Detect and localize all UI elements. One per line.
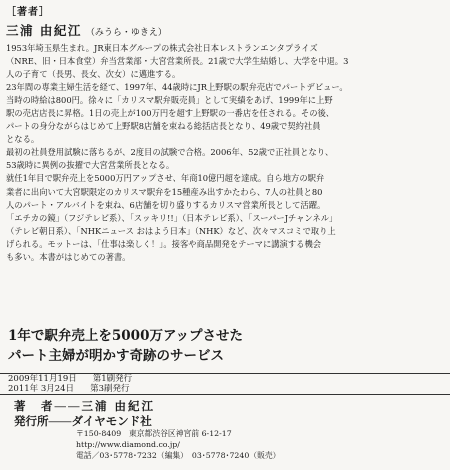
publisher-credit-label: 発行所 bbox=[14, 414, 49, 428]
bio-line: 人のパート・アルバイトを束ね、6店舗を切り盛りするカリスマ営業所長として活躍。 bbox=[6, 199, 326, 210]
publisher-phone: 電話／03･5778･7232（編集） 03･5778･7240（販売） bbox=[76, 451, 281, 461]
bio-line: （テレビ朝日系）、「NHKニュース おはよう日本」（NHK）など、次々マスコミで取り上 bbox=[6, 225, 336, 236]
bio-line: も多い。本書がはじめての著書。 bbox=[6, 251, 131, 262]
edition-print: 第3刷発行 bbox=[90, 383, 130, 394]
publisher-info bbox=[76, 428, 444, 462]
book-title-line: 1年で駅弁売上を5000万アップさせた bbox=[8, 328, 244, 344]
publisher-url: http://www.diamond.co.jp/ bbox=[76, 440, 180, 450]
bio-line: 就任1年目で駅弁売上を5000万円アップさせ、年商10億円超を達成。自ら地方の駅弁 bbox=[6, 173, 325, 184]
bio-line: 業者に出向いて大宮駅限定のカリスマ駅弁を15種産み出すかたわら、7人の社員と80 bbox=[6, 186, 323, 197]
bio-line: 「エチカの鏡」（フジテレビ系）、「スッキリ!!」（日本テレビ系）、「スーパーJチャンネル」 bbox=[6, 212, 338, 223]
publisher-credit-row bbox=[14, 413, 444, 428]
author-heading bbox=[6, 20, 167, 39]
bio-line: 最初の社員登用試験に落ちるが、2度目の試験で合格。2006年、52歳で正社員となり、 bbox=[6, 147, 334, 158]
bio-line: 1953年埼玉県生まれ。JR東日本グループの株式会社日本レストランエンタプライズ bbox=[6, 43, 318, 53]
edition-history bbox=[8, 375, 132, 394]
colophon-credits bbox=[14, 398, 444, 462]
author-biography bbox=[6, 42, 446, 264]
author-credit-row bbox=[14, 398, 444, 413]
section-label: ［著者］ bbox=[6, 7, 50, 18]
book-title bbox=[8, 326, 438, 366]
author-name: 三浦 由紀江 bbox=[6, 23, 82, 38]
bio-line: となる。 bbox=[6, 134, 40, 145]
bio-line: 当時の時給は800円。徐々に「カリスマ駅弁販売員」として実績をあげ、1999年に上野 bbox=[6, 95, 333, 106]
publisher-address: 〒150-8409 東京都渋谷区神宮前 6-12-17 bbox=[76, 429, 232, 438]
publisher-credit-dash: ―― bbox=[48, 414, 72, 428]
bio-line: げられる。モットーは、「仕事は楽しく！」。接客や商品開発をテーマに講演する機会 bbox=[6, 238, 322, 249]
bio-line: （NRE、旧・日本食堂）弁当営業部・大宮営業所長。21歳で大学生結婚し、大学を中退。3 bbox=[6, 56, 349, 67]
author-credit-label: 著 者 bbox=[14, 399, 55, 413]
bio-line: 駅の売店店長に昇格。1日の売上が100万円を超す上野駅の一番店を任される。その後、 bbox=[6, 108, 335, 119]
bio-line: パートの身分ながらはじめて上野駅8店舗を束ねる総括店長となり、49歳で契約社員 bbox=[6, 121, 321, 132]
edition-date: 2009年11月19日 bbox=[8, 374, 77, 384]
book-title-line: パート主婦が明かす奇跡のサービス bbox=[8, 348, 224, 364]
edition-print: 第1刷発行 bbox=[92, 374, 133, 384]
author-credit-value: 三浦 由紀江 bbox=[81, 399, 156, 413]
author-name-reading: （みうら・ゆきえ） bbox=[85, 28, 167, 38]
edition-date: 2011年 3月24日 bbox=[8, 383, 75, 394]
bio-line: 人の子育て（長男、長女、次女）に邁進する。 bbox=[6, 69, 181, 80]
edition-row bbox=[8, 385, 132, 395]
bio-line: 23年間の専業主婦生活を経て、1997年、44歳時にJR上野駅の駅弁売店でパートデビュー。 bbox=[6, 82, 348, 93]
publisher-credit-value: ダイヤモンド社 bbox=[71, 414, 152, 428]
bio-line: 53歳時に異例の抜擢で大宮営業所長となる。 bbox=[6, 160, 175, 171]
author-credit-dash: ―― bbox=[54, 399, 82, 413]
colophon-bottom-rule bbox=[0, 394, 450, 395]
